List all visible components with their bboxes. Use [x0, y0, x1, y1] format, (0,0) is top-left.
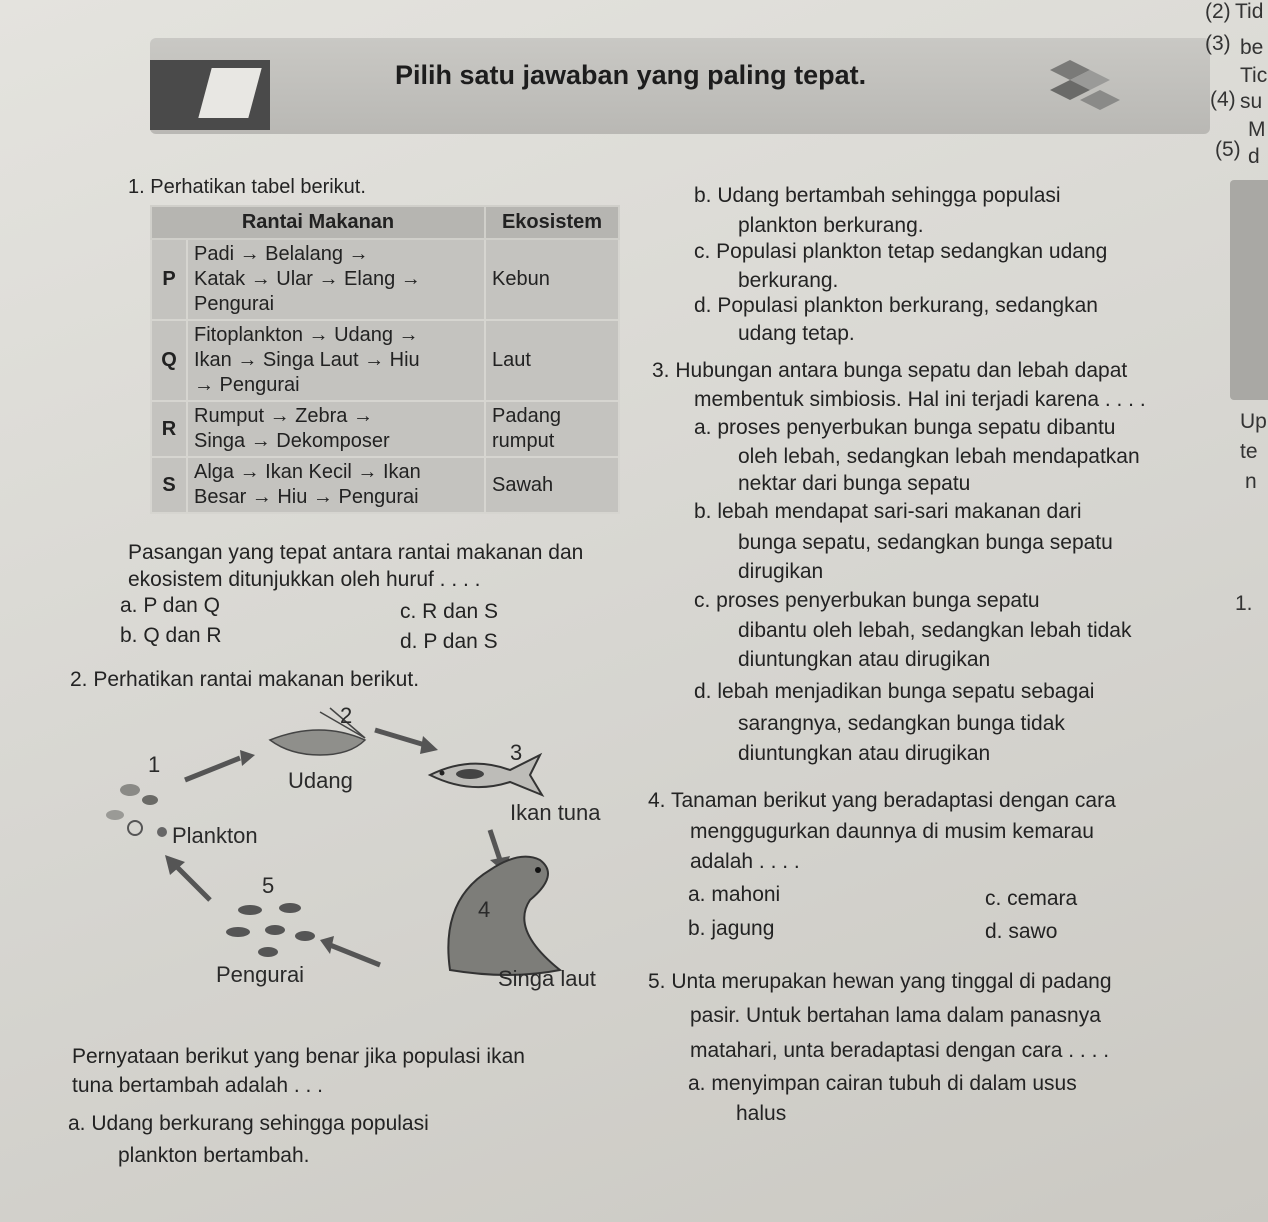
q4-option-a[interactable]: a. mahoni	[688, 883, 781, 906]
side-note: Tic	[1240, 64, 1268, 87]
q3-option-b[interactable]: b. lebah mendapat sari-sari makanan dari	[694, 500, 1082, 523]
q2-option-a-cont: plankton bertambah.	[118, 1144, 310, 1167]
side-note: d	[1248, 145, 1260, 168]
diagram-number: 2	[340, 703, 353, 728]
side-note: 1.	[1235, 592, 1253, 615]
q5-stem-line: 5. Unta merupakan hewan yang tinggal di padang	[648, 970, 1112, 993]
side-note: (5)	[1215, 138, 1241, 161]
q1-option-d[interactable]: d. P dan S	[400, 630, 498, 653]
side-note: (2)	[1205, 0, 1231, 23]
side-note: su	[1240, 90, 1263, 113]
arrow-4-icon	[320, 936, 380, 965]
arrow-1-icon	[185, 750, 255, 780]
q2-option-b-cont: plankton berkurang.	[738, 214, 924, 237]
label-udang: Udang	[288, 768, 353, 793]
side-note: (3)	[1205, 32, 1231, 55]
label-ikan-tuna: Ikan tuna	[510, 800, 601, 825]
q1-option-c[interactable]: c. R dan S	[400, 600, 499, 623]
q5-option-a[interactable]: a. menyimpan cairan tubuh di dalam usus	[688, 1072, 1077, 1095]
q4-stem-line: 4. Tanaman berikut yang beradaptasi dengan cara	[648, 789, 1116, 812]
sea-lion-icon	[448, 857, 560, 975]
side-note: Tid	[1235, 0, 1264, 23]
q1-option-b[interactable]: b. Q dan R	[120, 624, 222, 647]
side-note: n	[1245, 470, 1257, 493]
q3-option-a[interactable]: a. proses penyerbukan bunga sepatu dibantu	[694, 416, 1116, 439]
q4-option-b[interactable]: b. jagung	[688, 917, 775, 940]
side-note: Up	[1240, 410, 1267, 433]
q3-stem-line: 3. Hubungan antara bunga sepatu dan lebah dapat	[652, 359, 1128, 382]
plankton-icon	[106, 784, 167, 837]
banner-pattern-icon	[1040, 60, 1120, 120]
q1-option-a[interactable]: a. P dan Q	[120, 594, 221, 617]
q3-stem-line: membentuk simbiosis. Hal ini terjadi karena . . . .	[694, 388, 1146, 411]
q2-option-c-cont: berkurang.	[738, 269, 839, 292]
q3-option-b-cont: dirugikan	[738, 560, 824, 583]
q3-option-a-cont: nektar dari bunga sepatu	[738, 472, 971, 495]
table-row: P Padi → Belalang → Katak → Ular → Elang → Pengurai Kebun	[151, 239, 619, 320]
q1-stem-line: ekosistem ditunjukkan oleh huruf . . . .	[128, 568, 481, 591]
label-plankton: Plankton	[172, 823, 258, 848]
q2-option-a[interactable]: a. Udang berkurang sehingga populasi	[68, 1112, 429, 1135]
banner-title: Pilih satu jawaban yang paling tepat.	[395, 60, 867, 90]
table-row: S Alga → Ikan Kecil → Ikan Besar → Hiu → Pengurai Sawah	[151, 457, 619, 513]
q3-option-d-cont: diuntungkan atau dirugikan	[738, 742, 991, 765]
food-chain-diagram	[90, 700, 630, 1000]
q4-stem-line: menggugurkan daunnya di musim kemarau	[690, 820, 1094, 843]
q3-option-a-cont: oleh lebah, sedangkan lebah mendapatkan	[738, 445, 1140, 468]
q5-stem-line: matahari, unta beradaptasi dengan cara . . . .	[690, 1039, 1110, 1062]
label-singa-laut: Singa laut	[498, 966, 596, 991]
table-row: Q Fitoplankton → Udang → Ikan → Singa Laut → Hiu → Pengurai Laut	[151, 320, 619, 401]
q2-stem-line: Pernyataan berikut yang benar jika populasi ikan	[72, 1045, 525, 1068]
table-header-chain: Rantai Makanan	[151, 206, 485, 239]
q4-stem-line: adalah . . . .	[690, 850, 800, 873]
table-header-ecosystem: Ekosistem	[485, 206, 619, 239]
arrow-2-icon	[375, 730, 438, 754]
tuna-icon	[430, 755, 542, 795]
q3-option-b-cont: bunga sepatu, sedangkan bunga sepatu	[738, 531, 1113, 554]
arrow-5-icon	[165, 855, 210, 900]
q3-option-c-cont: dibantu oleh lebah, sedangkan lebah tidak	[738, 619, 1132, 642]
q5-option-a-cont: halus	[736, 1102, 787, 1125]
q3-option-c[interactable]: c. proses penyerbukan bunga sepatu	[694, 589, 1040, 612]
side-note: (4)	[1210, 88, 1236, 111]
food-chain-table	[150, 205, 620, 514]
diagram-number: 5	[262, 873, 275, 898]
diagram-number: 4	[478, 897, 491, 922]
q4-option-d[interactable]: d. sawo	[985, 920, 1058, 943]
side-note: M	[1248, 118, 1266, 141]
diagram-number: 3	[510, 740, 523, 765]
q3-option-c-cont: diuntungkan atau dirugikan	[738, 648, 991, 671]
next-page-image-edge	[1230, 180, 1268, 400]
decomposer-icon	[226, 903, 315, 957]
label-pengurai: Pengurai	[216, 962, 305, 987]
q2-option-d-cont: udang tetap.	[738, 322, 855, 345]
q4-option-c[interactable]: c. cemara	[985, 887, 1078, 910]
banner-book-graphic	[150, 60, 270, 130]
q5-stem-line: pasir. Untuk bertahan lama dalam panasnya	[690, 1004, 1101, 1027]
q3-option-d[interactable]: d. lebah menjadikan bunga sepatu sebagai	[694, 680, 1095, 703]
side-note: be	[1240, 36, 1264, 59]
q2-prompt: 2. Perhatikan rantai makanan berikut.	[70, 668, 420, 691]
q2-option-d[interactable]: d. Populasi plankton berkurang, sedangkan	[694, 294, 1098, 317]
diagram-number: 1	[148, 752, 161, 777]
side-note: te	[1240, 440, 1258, 463]
q2-stem-line: tuna bertambah adalah . . .	[72, 1074, 324, 1097]
q2-option-b[interactable]: b. Udang bertambah sehingga populasi	[694, 184, 1061, 207]
table-row: R Rumput → Zebra → Singa → Dekomposer Padang rumput	[151, 401, 619, 457]
q1-prompt: 1. Perhatikan tabel berikut.	[128, 176, 366, 198]
q3-option-d-cont: sarangnya, sedangkan bunga tidak	[738, 712, 1065, 735]
q2-option-c[interactable]: c. Populasi plankton tetap sedangkan udang	[694, 240, 1108, 263]
q1-stem-line: Pasangan yang tepat antara rantai makanan dan	[128, 541, 584, 564]
